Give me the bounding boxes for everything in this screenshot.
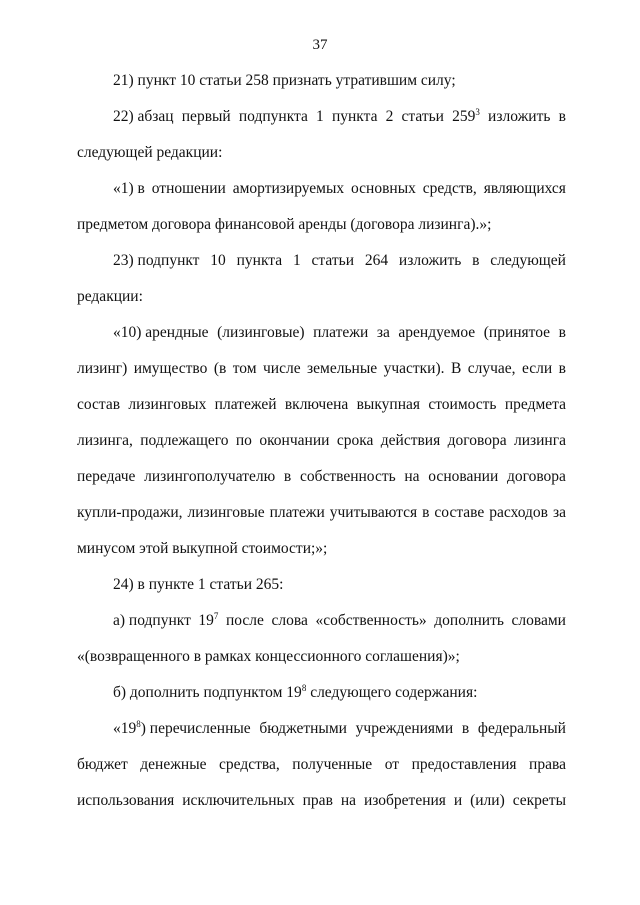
item-b-line <box>113 683 566 703</box>
quote-1-line-2: предметом договора финансовой аренды (договора лизинга).»; <box>77 216 492 233</box>
word: договора <box>447 432 507 449</box>
word: изложить <box>398 252 462 269</box>
word: исключительных <box>182 792 295 809</box>
item-23-line-1 <box>113 251 566 271</box>
word: предоставления <box>411 756 517 773</box>
word: являющихся <box>483 180 566 197</box>
word: предмета <box>504 396 566 413</box>
word: бюджетными <box>259 720 347 737</box>
word: составе <box>434 504 485 521</box>
superscript: 7 <box>213 611 219 621</box>
word: амортизируемых <box>232 180 345 197</box>
quote-2-line-4 <box>77 431 566 451</box>
quote-3-line-1 <box>113 719 566 739</box>
word: пункта <box>236 252 283 269</box>
word: полученные <box>292 756 373 773</box>
word: подлежащего <box>140 432 229 449</box>
word-with-superscript <box>198 611 218 631</box>
word: 10 <box>210 252 226 269</box>
word: 22) абзац <box>113 108 174 125</box>
quote-3-line-2 <box>77 755 566 775</box>
word: 2 <box>385 108 394 125</box>
word: следующей <box>490 252 566 269</box>
item-b-text: следующего содержания: <box>306 684 478 701</box>
word: расходов <box>489 504 548 521</box>
superscript: 8 <box>301 683 307 693</box>
word: в <box>461 720 470 737</box>
word: от <box>384 756 400 773</box>
word: пункта <box>331 108 378 125</box>
word: 19 <box>198 612 214 629</box>
word: состав <box>77 396 121 413</box>
word: В <box>450 360 462 377</box>
word: основании <box>428 468 499 485</box>
word: (в <box>213 360 227 377</box>
superscript: 3 <box>475 107 480 117</box>
word: дополнить <box>434 612 504 629</box>
quote-2-line-7: минусом этой выкупной стоимости;»; <box>77 540 328 557</box>
quote-3-line-3 <box>77 791 566 811</box>
word: статьи <box>311 252 355 269</box>
word: действия <box>380 432 441 449</box>
word: платежей <box>214 396 277 413</box>
word: передаче <box>77 468 136 485</box>
word: прав <box>302 792 333 809</box>
word: после <box>226 612 264 629</box>
word: лизинга, <box>77 432 133 449</box>
word: основных <box>351 180 416 197</box>
word: статьи <box>401 108 444 125</box>
word: изобретения <box>363 792 446 809</box>
word: а) подпункт <box>113 612 191 629</box>
word: бюджет <box>77 756 128 773</box>
word: срока <box>336 432 374 449</box>
page-number: 37 <box>312 37 328 53</box>
word: подпункта <box>238 108 308 125</box>
word: платежи <box>269 504 325 521</box>
word: по <box>235 432 252 449</box>
item-23-line-2: редакции: <box>77 288 143 305</box>
word: 1 <box>316 108 324 125</box>
word: в <box>283 468 292 485</box>
word-with-superscript <box>452 107 480 127</box>
word: числе <box>263 360 301 377</box>
word: том <box>232 360 257 377</box>
word: (принятое <box>483 324 551 341</box>
word: секреты <box>512 792 566 809</box>
word: в <box>558 360 566 377</box>
word: включена <box>284 396 349 413</box>
word: лизинга <box>513 432 566 449</box>
quote-2-line-6 <box>77 503 566 523</box>
word: участки). <box>383 360 445 377</box>
word: «1) в <box>113 180 145 197</box>
word: средства, <box>219 756 280 773</box>
word: 23) подпункт <box>113 252 200 269</box>
superscript: 8 <box>136 719 141 729</box>
item-22-line-1 <box>113 107 566 127</box>
word: купли-продажи, <box>77 504 183 521</box>
word: за <box>552 504 566 521</box>
quote-2-line-3 <box>77 395 566 415</box>
word: права <box>529 756 566 773</box>
item-b-text: б) дополнить подпунктом 19 <box>113 684 302 701</box>
word: средств, <box>422 180 477 197</box>
item-22-line-2: следующей редакции: <box>77 144 223 161</box>
word: лизинговых <box>128 396 207 413</box>
word: (или) <box>470 792 505 809</box>
word: 259 <box>452 108 476 125</box>
item-a-line-2: «(возвращенного в рамках концессионного соглашения)»; <box>77 648 460 665</box>
word: в <box>422 504 430 521</box>
word: в <box>558 324 566 341</box>
word: в <box>558 108 566 125</box>
word: «собственность» <box>315 612 427 629</box>
word-with-superscript <box>113 719 251 739</box>
word: ) перечисленные <box>140 720 251 737</box>
quote-2-line-1 <box>113 323 566 343</box>
word: собственность <box>299 468 396 485</box>
word: и <box>453 792 463 809</box>
word: на <box>404 468 420 485</box>
word: отношении <box>151 180 226 197</box>
word: (лизинговые) <box>217 324 305 341</box>
word: стоимость <box>428 396 497 413</box>
word: первый <box>181 108 231 125</box>
word: использования <box>77 792 175 809</box>
quote-1-line-1 <box>113 179 566 199</box>
item-24-line: 24) в пункте 1 статьи 265: <box>113 576 284 593</box>
quote-2-line-5 <box>77 467 566 487</box>
item-21-line: 21) пункт 10 статьи 258 признать утратившим силу; <box>113 72 456 89</box>
word: договора <box>506 468 566 485</box>
quote-2-line-2 <box>77 359 566 379</box>
word: платежи <box>313 324 369 341</box>
word: слова <box>271 612 308 629</box>
word: если <box>521 360 553 377</box>
word: денежные <box>140 756 207 773</box>
word: учреждениями <box>355 720 454 737</box>
word: «19 <box>113 720 137 737</box>
word: земельные <box>307 360 378 377</box>
word: арендуемое <box>398 324 476 341</box>
word: имущество <box>133 360 208 377</box>
word: «10) арендные <box>113 324 209 341</box>
word: окончании <box>259 432 330 449</box>
word: федеральный <box>477 720 566 737</box>
word: лизинговые <box>187 504 265 521</box>
word: 264 <box>364 252 389 269</box>
item-a-line-1 <box>113 611 566 631</box>
word: выкупная <box>356 396 421 413</box>
word: на <box>340 792 357 809</box>
word: случае, <box>467 360 516 377</box>
word: изложить <box>488 108 551 125</box>
word: за <box>376 324 390 341</box>
word: 1 <box>292 252 301 269</box>
word: лизинг) <box>77 360 128 377</box>
word: учитываются <box>329 504 418 521</box>
word: в <box>472 252 480 269</box>
word: словами <box>511 612 566 629</box>
word: лизингополучателю <box>144 468 276 485</box>
